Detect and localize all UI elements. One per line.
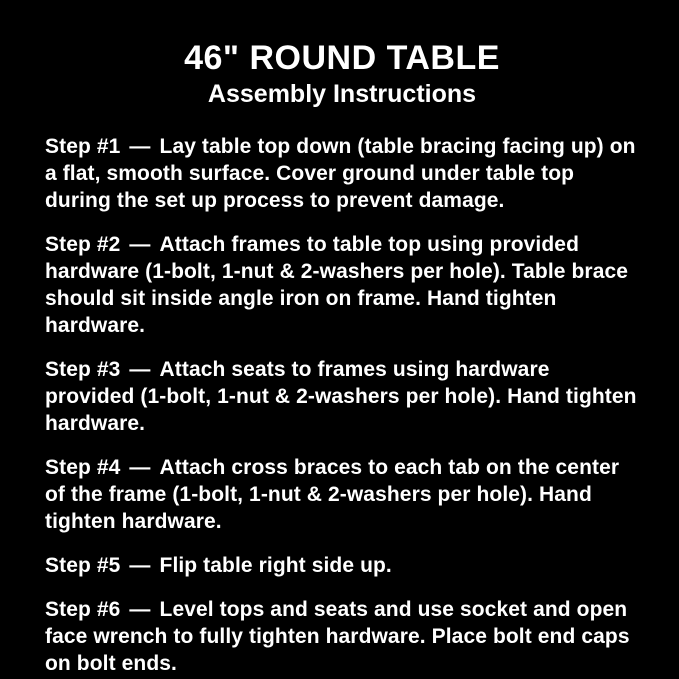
step-4-text: Attach cross braces to each tab on the center of the frame (1-bolt, 1-nut & 2-washers per hole). Hand tighten hardware. [45,455,620,533]
step-4 [45,454,639,535]
step-6-label: Step #6 [45,597,121,621]
step-5 [45,552,639,579]
step-3-label: Step #3 [45,357,121,381]
step-1-dash: — [129,134,151,158]
step-2-label: Step #2 [45,232,121,256]
page-subtitle: Assembly Instructions [207,80,477,109]
step-1-label: Step #1 [45,134,121,158]
step-2 [45,231,639,339]
step-3-text: Attach seats to frames using hardware provided (1-bolt, 1-nut & 2-washers per hole). Hand tighten hardware. [45,357,637,435]
step-5-text: Flip table right side up. [159,553,392,577]
step-5-label: Step #5 [45,553,121,577]
step-6 [45,596,639,677]
step-3 [45,356,639,437]
step-3-dash: — [129,357,151,381]
step-4-dash: — [129,455,151,479]
step-6-text: Level tops and seats and use socket and open face wrench to fully tighten hardware. Place bolt end caps on bolt ends. [45,597,630,675]
step-2-text: Attach frames to table top using provided hardware (1-bolt, 1-nut & 2-washers per hole). Table brace should sit inside angle iron on frame. Hand tighten hardware. [45,232,629,337]
step-6-dash: — [129,597,151,621]
step-4-label: Step #4 [45,455,121,479]
page-title: 46" ROUND TABLE [184,39,500,77]
step-2-dash: — [129,232,151,256]
step-1 [45,133,639,214]
steps-list [45,133,639,677]
step-1-text: Lay table top down (table bracing facing up) on a flat, smooth surface. Cover ground under table top during the set up process to prevent damage. [45,134,636,212]
step-5-dash: — [129,553,151,577]
